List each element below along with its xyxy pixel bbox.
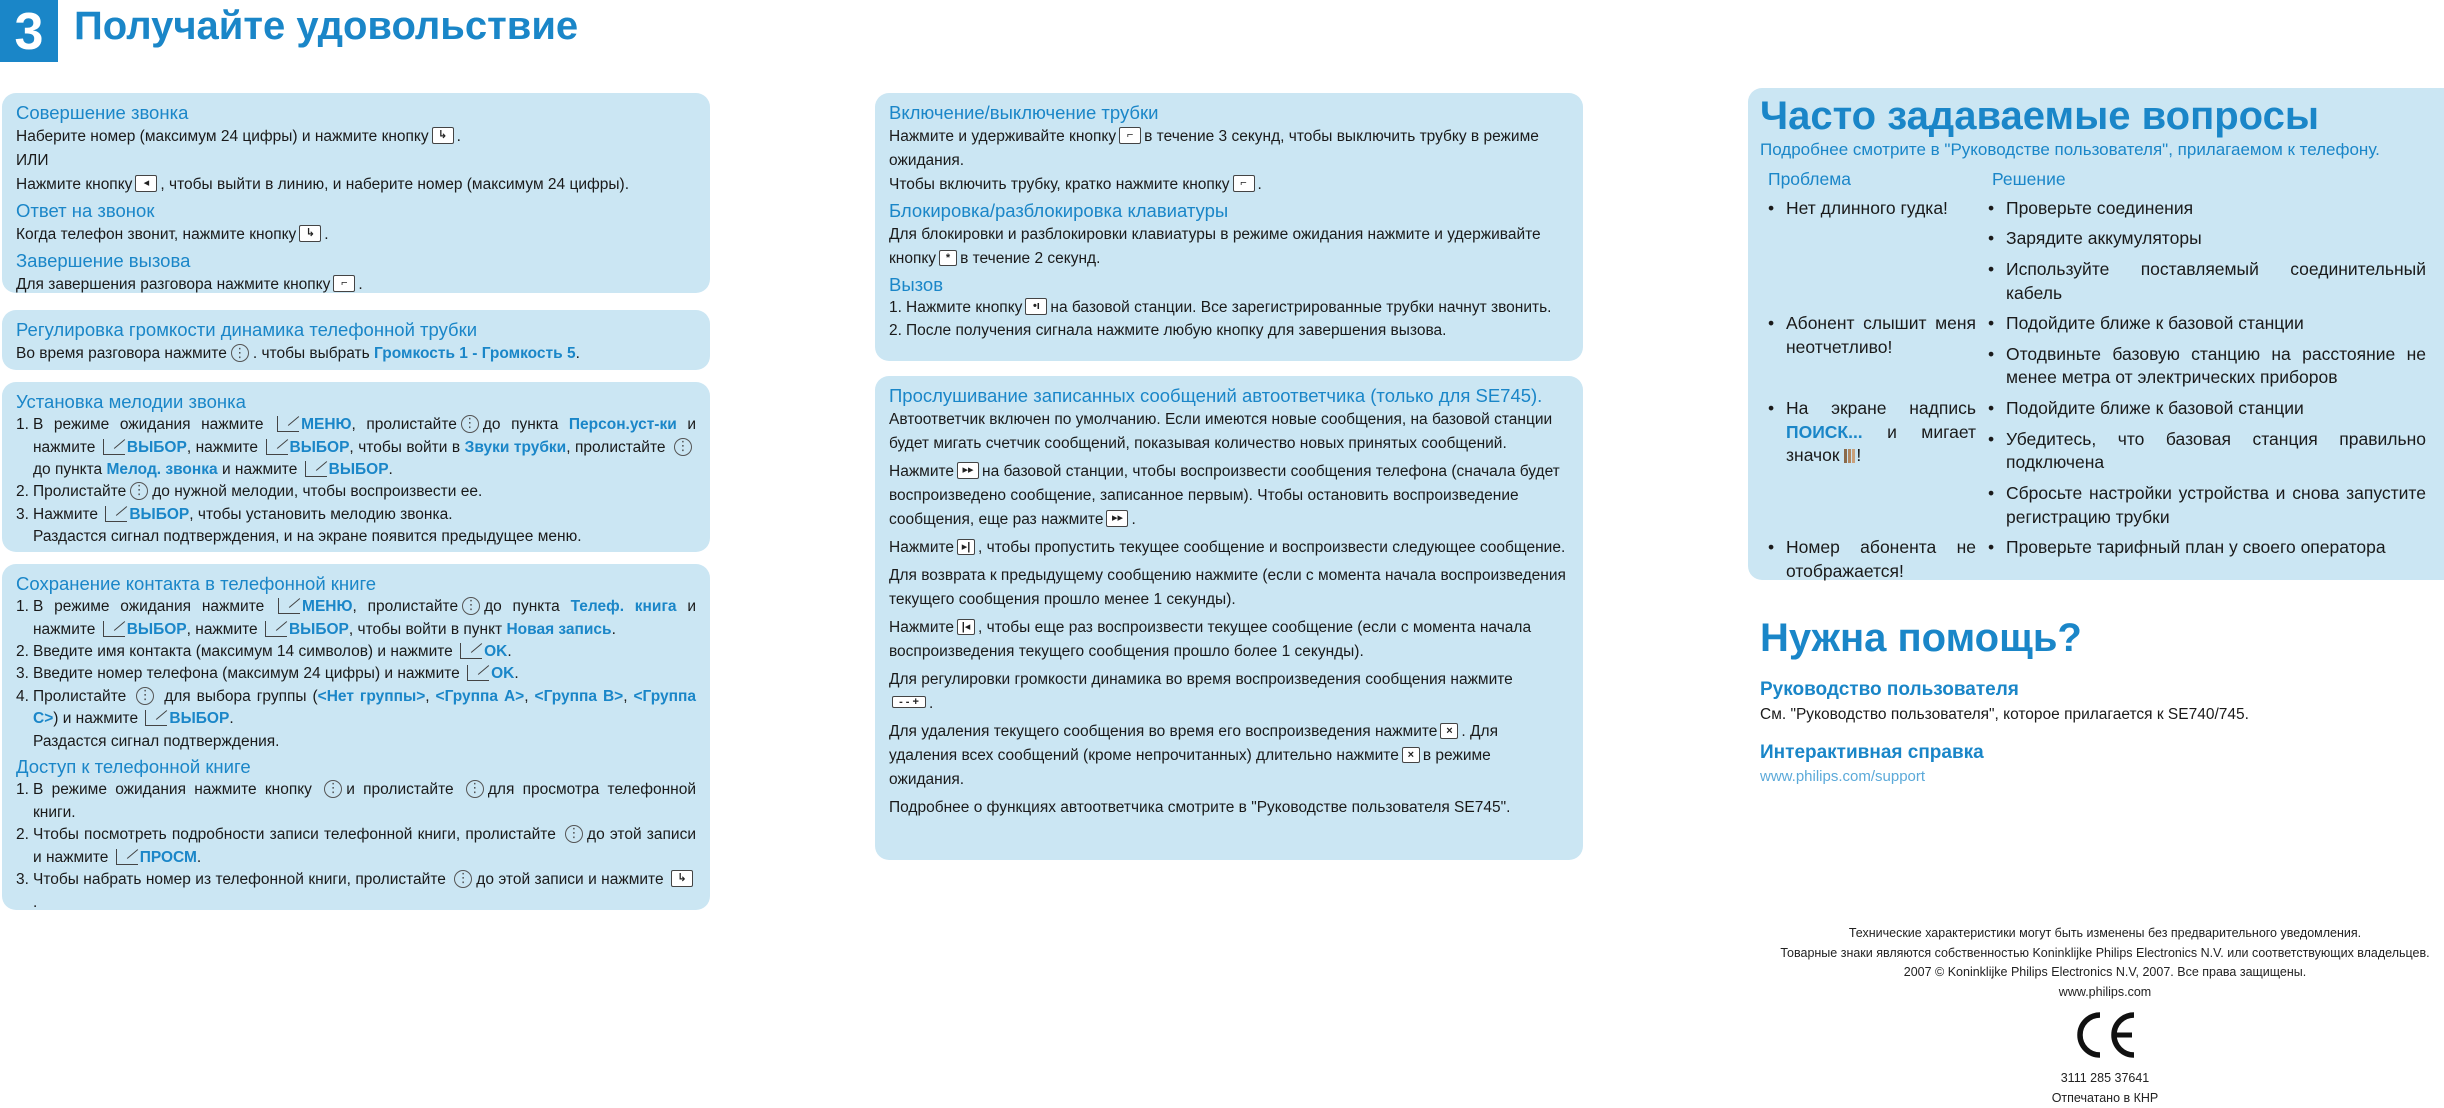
page-key-icon: •ı — [1025, 298, 1047, 315]
text-am-default: Автоответчик включен по умолчанию. Если имеются новые сообщения, на базовой станции будет мигать счетчик сообщений, показывая количество новых принятых сообщений. — [889, 411, 1553, 453]
faq-solutions — [1984, 312, 2432, 397]
text-power-on: Чтобы включить трубку, кратко нажмите кнопку ⌐ . — [889, 176, 1262, 194]
softkey-icon — [266, 439, 288, 455]
text-or: ИЛИ — [16, 152, 49, 170]
footer — [1770, 924, 2440, 1108]
faq-problem: • Абонент слышит меня неотчетливо! — [1760, 312, 1976, 389]
list-item: 2. После получения сигнала нажмите любую кнопку для завершения вызова. — [889, 321, 1447, 339]
heading-power: Включение/выключение трубки — [889, 102, 1159, 123]
list-item: • Убедитесь, что базовая станция правильно подключена — [1984, 428, 2432, 475]
end-key-icon: ⌐ — [1233, 175, 1255, 192]
footer-website[interactable]: www.philips.com — [2058, 984, 2152, 999]
nav-key-icon — [674, 438, 692, 456]
list-item: 1. В режиме ожидания нажмите кнопку ⋮ и пролистайте ⋮ для просмотра телефонной книги. — [16, 779, 696, 824]
list-item: 1. В режиме ожидания нажмите МЕНЮ, пролистайте⋮ до пункта Персон.уст-ки и нажмите ВЫБОР, нажмите ВЫБОР, чтобы войти в Звуки трубки, пролистайте ⋮до пункта Мелод. звонка и нажмите ВЫБОР. — [16, 414, 696, 481]
skip-key-icon: ▸| — [957, 539, 975, 555]
section-ringtone — [2, 382, 710, 552]
heading-save-contact: Сохранение контакта в телефонной книге — [16, 573, 377, 594]
list-item: 3. Чтобы набрать номер из телефонной книги, пролистайте ⋮ до этой записи и нажмите ↳ . — [16, 869, 696, 914]
help-manual-text: См. "Руководство пользователя", которое прилагается к SE740/745. — [1760, 705, 2249, 723]
heading-keylock: Блокировка/разблокировка клавиатуры — [889, 200, 1229, 222]
delete-key-icon: × — [1402, 747, 1420, 763]
section-calls — [2, 93, 710, 293]
text-keylock: Для блокировки и разблокировки клавиатуры в режиме ожидания нажмите и удерживайте кнопку * в течение 2 секунд. — [889, 226, 1541, 268]
list-item: • Проверьте тарифный план у своего оператора — [1984, 536, 2432, 560]
text-am-skip: Нажмите ▸| , чтобы пропустить текущее сообщение и воспроизвести следующее сообщение. — [889, 539, 1566, 557]
text-am-play: Нажмите ▸▸ на базовой станции, чтобы воспроизвести сообщения телефона (сначала будет воспроизведено сообщение, записанное первым). Чтобы остановить воспроизведение сообщения, еще раз нажмите ▸▸ . — [889, 463, 1560, 529]
section-phonebook — [2, 564, 710, 910]
support-link[interactable]: www.philips.com/support — [1760, 768, 1926, 786]
faq-col-problem: Проблема — [1768, 169, 1851, 190]
nav-key-icon — [461, 415, 479, 433]
faq-solutions — [1984, 397, 2432, 536]
repeat-key-icon: |◂ — [957, 619, 975, 635]
talk-key-icon: ↳ — [671, 870, 693, 887]
softkey-icon — [116, 849, 138, 865]
faq-problem: • Номер абонента не отображается! — [1760, 536, 1976, 583]
end-key-icon: ⌐ — [1119, 127, 1141, 144]
text-am-back: Для возврата к предыдущему сообщению нажмите (если с момента начала воспроизведения текущего сообщения прошло менее 1 секунды). — [889, 567, 1566, 609]
section-answering-machine — [875, 376, 1583, 860]
footer-trademarks: Товарные знаки являются собственностью Koninklijke Philips Electronics N.V. или соответствующих владельцев. — [1780, 945, 2430, 960]
end-key-icon: ⌐ — [333, 275, 355, 292]
nav-down-key-icon — [324, 780, 342, 798]
section-volume — [2, 310, 710, 370]
list-item: • Отодвиньте базовую станцию на расстояние не менее метра от электрических приборов — [1984, 343, 2432, 390]
list-item: • Сбросьте настройки устройства и снова запустите регистрацию трубки — [1984, 482, 2432, 529]
play-key-icon: ▸▸ — [957, 462, 979, 479]
page-title: Получайте удовольствие — [74, 4, 579, 48]
heading-access-phonebook: Доступ к телефонной книге — [16, 756, 251, 778]
softkey-icon — [265, 621, 287, 637]
list-item: 3. Нажмите ВЫБОР, чтобы установить мелодию звонка. Раздастся сигнал подтверждения, и на экране появится предыдущее меню. — [16, 505, 582, 546]
nav-key-icon — [454, 870, 472, 888]
softkey-icon — [278, 598, 300, 614]
text-power-off: Нажмите и удерживайте кнопку ⌐ в течение 3 секунд, чтобы выключить трубку в режиме ожидания. — [889, 128, 1539, 170]
help-online-heading: Интерактивная справка — [1760, 741, 1984, 763]
faq-problem: • Нет длинного гудка! — [1760, 197, 1976, 305]
list-item: • Зарядите аккумуляторы — [1984, 227, 2432, 251]
softkey-icon — [103, 439, 125, 455]
heading-make-call: Совершение звонка — [16, 102, 189, 123]
talk-key-icon: ↳ — [432, 127, 454, 144]
signal-icon — [1844, 449, 1856, 463]
faq-subtitle: Подробнее смотрите в "Руководстве пользователя", прилагаемом к телефону. — [1760, 140, 2380, 159]
nav-key-icon — [130, 482, 148, 500]
list-item: • Используйте поставляемый соединительный кабель — [1984, 258, 2432, 305]
list-item: 2. Пролистайте⋮ до нужной мелодии, чтобы воспроизвести ее. — [16, 481, 696, 503]
softkey-icon — [103, 621, 125, 637]
text-am-delete: Для удаления текущего сообщения во время его воспроизведения нажмите × . Для удаления всех сообщений (кроме непрочитанных) длительно нажмите × в режиме ожидания. — [889, 723, 1498, 789]
list-item: • Подойдите ближе к базовой станции — [1984, 397, 2432, 421]
softkey-icon — [305, 461, 327, 477]
text-make-call: Наберите номер (максимум 24 цифры) и нажмите кнопку ↳ . — [16, 128, 461, 146]
faq-solutions — [1984, 536, 2432, 591]
nav-key-icon — [136, 687, 154, 705]
faq-problem: • На экране надпись ПОИСК... и мигает значок ! — [1760, 397, 1976, 528]
help-manual-heading: Руководство пользователя — [1760, 679, 2019, 700]
softkey-icon — [467, 665, 489, 681]
talk-key-icon: ↳ — [299, 225, 321, 242]
help-title: Нужна помощь? — [1760, 616, 2082, 660]
faq-panel — [1748, 88, 2444, 580]
footer-disclaimer: Технические характеристики могут быть изменены без предварительного уведомления. — [1848, 926, 2362, 940]
delete-key-icon: × — [1440, 723, 1458, 739]
list-item: 2. Чтобы посмотреть подробности записи телефонной книги, пролистайте ⋮ до этой записи и нажмите ПРОСМ. — [16, 824, 696, 869]
star-key-icon: * — [939, 250, 957, 266]
chapter-number: 3 — [0, 0, 58, 62]
page-header — [0, 0, 900, 62]
heading-ringtone: Установка мелодии звонка — [16, 391, 246, 412]
volume-key-icon: - - + — [892, 696, 926, 708]
footer-copyright: 2007 © Koninklijke Philips Electronics N.V, 2007. Все права защищены. — [1903, 965, 2307, 980]
faq-title: Часто задаваемые вопросы — [1760, 94, 2319, 138]
text-make-call-alt: Нажмите кнопку ◂ , чтобы выйти в линию, и наберите номер (максимум 24 цифры). — [16, 176, 629, 194]
softkey-icon — [277, 416, 299, 432]
footer-printed-in: Отпечатано в КНР — [2051, 1090, 2159, 1105]
softkey-icon — [105, 506, 127, 522]
heading-answer-call: Ответ на звонок — [16, 200, 155, 222]
nav-key-icon — [565, 825, 583, 843]
nav-key-icon — [466, 780, 484, 798]
heading-page: Вызов — [889, 274, 944, 296]
softkey-icon — [145, 710, 167, 726]
nav-key-icon — [231, 344, 249, 362]
heading-volume: Регулировка громкости динамика телефонной трубки — [16, 319, 478, 340]
text-am-repeat: Нажмите |◂ , чтобы еще раз воспроизвести текущее сообщение (если с момента начала воспроизведения текущего сообщения прошло более 1 секунды). — [889, 619, 1532, 661]
footer-product-code: 3111 285 37641 — [2060, 1071, 2150, 1086]
heading-end-call: Завершение вызова — [16, 250, 191, 272]
speaker-key-icon: ◂ — [135, 175, 157, 192]
list-item: 1. Нажмите кнопку •ı на базовой станции. Все зарегистрированные трубки начнут звонить. — [889, 299, 1552, 317]
list-item: • Подойдите ближе к базовой станции — [1984, 312, 2432, 336]
list-item: 2. Введите имя контакта (максимум 14 символов) и нажмите OK. — [16, 642, 512, 660]
list-item: 1. В режиме ожидания нажмите МЕНЮ, пролистайте⋮ до пункта Телеф. книга и нажмите ВЫБОР, нажмите ВЫБОР, чтобы войти в пункт Новая запись. — [16, 596, 696, 641]
list-item: 4. Пролистайте ⋮ для выбора группы (<Нет группы>, <Группа A>, <Группа B>, <Группа C>) и нажмите ВЫБОР. Раздастся сигнал подтверждения. — [16, 686, 696, 753]
softkey-icon — [460, 643, 482, 659]
help-section — [1760, 614, 2440, 787]
text-answer-call: Когда телефон звонит, нажмите кнопку ↳ . — [16, 226, 329, 244]
play-key-icon: ▸▸ — [1106, 510, 1128, 527]
text-end-call: Для завершения разговора нажмите кнопку ⌐ . — [16, 276, 363, 294]
text-volume: Во время разговора нажмите⋮ . чтобы выбрать Громкость 1 - Громкость 5. — [16, 342, 696, 366]
nav-key-icon — [462, 597, 480, 615]
faq-solutions — [1984, 197, 2432, 313]
text-am-more: Подробнее о функциях автоответчика смотрите в "Руководстве пользователя SE745". — [889, 799, 1511, 817]
heading-answering-machine: Прослушивание записанных сообщений автоответчика (только для SE745). — [889, 385, 1543, 406]
text-am-volume: Для регулировки громкости динамика во время воспроизведения сообщения нажмите - - + . — [889, 671, 1513, 713]
list-item: 3. Введите номер телефона (максимум 24 цифры) и нажмите OK. — [16, 665, 519, 683]
list-item: • Проверьте соединения — [1984, 197, 2432, 221]
section-handset — [875, 93, 1583, 361]
ce-mark-icon — [2070, 1009, 2140, 1061]
faq-col-solution: Решение — [1992, 169, 2066, 190]
